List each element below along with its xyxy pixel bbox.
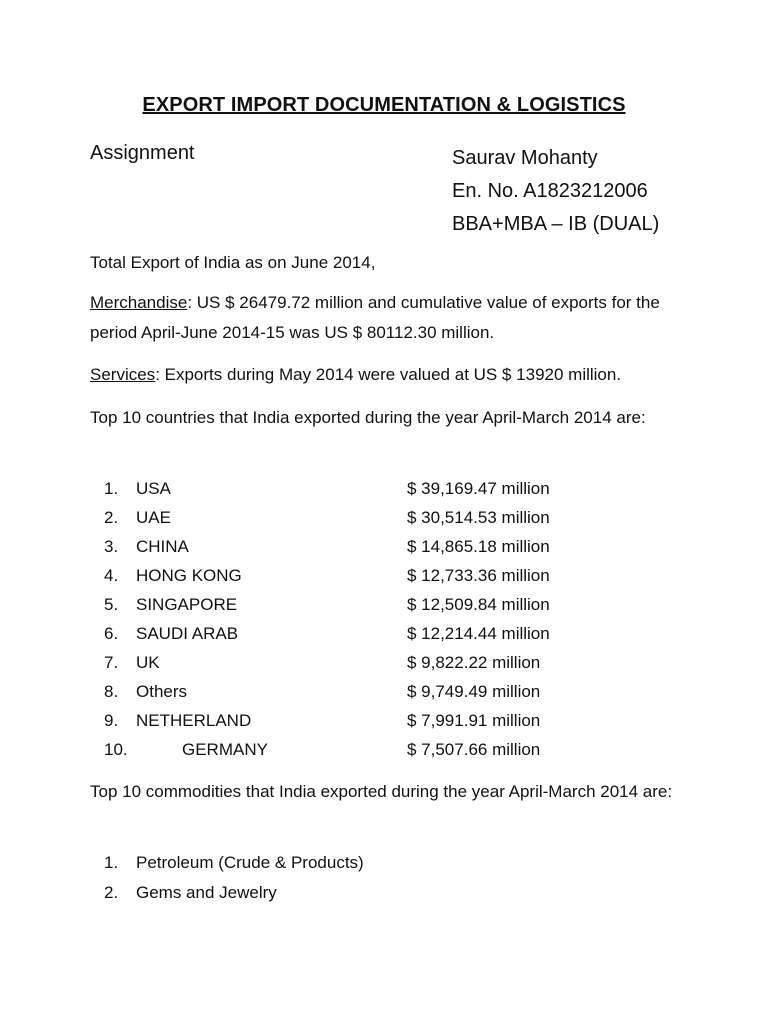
merchandise-text: : US $ 26479.72 million and cumulative value of exports for the period April-June 2014-15 was US $ 80112.30 million. (90, 293, 660, 342)
document-title: EXPORT IMPORT DOCUMENTATION & LOGISTICS (142, 94, 626, 116)
services-text: : Exports during May 2014 were valued at US $ 13920 million. (155, 365, 622, 384)
author-name: Saurav Mohanty (452, 147, 598, 169)
assignment-label: Assignment (90, 142, 195, 164)
list-number: 8. (104, 682, 119, 701)
country-name: GERMANY (182, 740, 268, 759)
country-name: UK (136, 653, 160, 672)
country-name: CHINA (136, 537, 189, 556)
export-value: $ 7,507.66 million (407, 740, 541, 759)
list-number: 4. (104, 566, 119, 585)
commodities-heading: Top 10 commodities that India exported during the year April-March 2014 are: (90, 782, 673, 801)
export-value: $ 12,733.36 million (407, 566, 550, 585)
author-program: BBA+MBA – IB (DUAL) (452, 213, 660, 235)
list-number: 1. (104, 853, 119, 872)
intro-paragraph: Total Export of India as on June 2014, (90, 253, 376, 272)
country-name: SINGAPORE (136, 595, 238, 614)
export-value: $ 12,509.84 million (407, 595, 550, 614)
list-number: 9. (104, 711, 119, 730)
export-value: $ 39,169.47 million (407, 479, 550, 498)
country-name: USA (136, 479, 171, 498)
export-value: $ 14,865.18 million (407, 537, 550, 556)
export-value: $ 9,749.49 million (407, 682, 541, 701)
commodity-name: Petroleum (Crude & Products) (136, 853, 364, 872)
list-number: 6. (104, 624, 119, 643)
export-value: $ 30,514.53 million (407, 508, 550, 527)
country-name: HONG KONG (136, 566, 242, 585)
list-number: 2. (104, 883, 119, 902)
commodity-name: Gems and Jewelry (136, 883, 277, 902)
services-label: Services (90, 365, 156, 384)
list-number: 10. (104, 740, 128, 759)
export-value: $ 12,214.44 million (407, 624, 550, 643)
list-number: 2. (104, 508, 119, 527)
list-number: 5. (104, 595, 119, 614)
merchandise-paragraph (90, 288, 690, 348)
country-name: Others (136, 682, 188, 701)
export-value: $ 7,991.91 million (407, 711, 541, 730)
countries-heading: Top 10 countries that India exported during the year April-March 2014 are: (90, 408, 646, 427)
country-name: UAE (136, 508, 171, 527)
list-number: 3. (104, 537, 119, 556)
list-number: 1. (104, 479, 119, 498)
country-name: SAUDI ARAB (136, 624, 239, 643)
list-number: 7. (104, 653, 119, 672)
author-block (452, 142, 659, 241)
author-enrollment: En. No. A1823212006 (452, 180, 648, 202)
merchandise-label: Merchandise (90, 293, 188, 312)
services-paragraph (90, 360, 690, 390)
country-name: NETHERLAND (136, 711, 252, 730)
export-value: $ 9,822.22 million (407, 653, 541, 672)
